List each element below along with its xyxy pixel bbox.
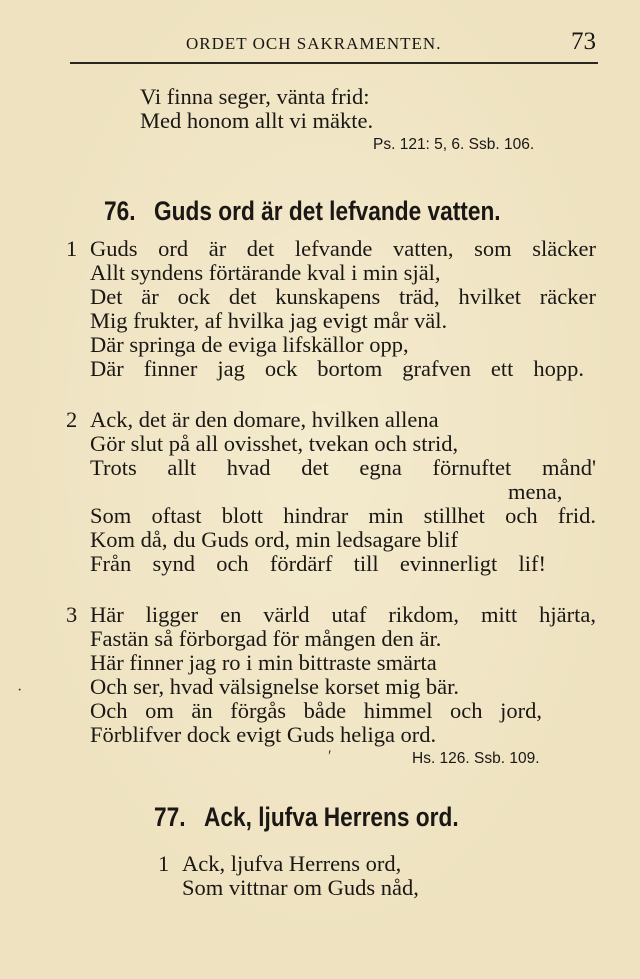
verse-line: Allt syndens förtärande kval i min själ, xyxy=(90,260,441,285)
verse-line: Det är ock det kunskapens träd, hvilket räcker xyxy=(90,284,596,309)
prev-hymn-reference: Ps. 121: 5, 6. Ssb. 106. xyxy=(373,136,535,153)
verse-line: Här ligger en värld utaf rikdom, mitt hjärta, xyxy=(90,602,596,627)
hymn-76-title xyxy=(104,196,501,227)
verse-line: Förblifver dock evigt Guds heliga ord. xyxy=(90,722,437,747)
prev-hymn-line: Vi finna seger, vänta frid: xyxy=(140,84,370,109)
header-rule xyxy=(70,62,598,64)
hymn-title-text: Guds ord är det lefvande vatten. xyxy=(154,196,501,226)
verse-line: Mig frukter, af hvilka jag evigt mår väl. xyxy=(90,308,448,333)
verse-line: Här finner jag ro i min bittraste smärta xyxy=(90,650,437,675)
verse-line: Ack, ljufva Herrens ord, xyxy=(182,851,402,876)
hymn-77-title xyxy=(154,802,459,833)
verse-line: mena, xyxy=(508,479,563,504)
verse-line: Ack, det är den domare, hvilken allena xyxy=(90,407,439,432)
hymn-number: 76. xyxy=(104,196,136,226)
verse-line: Som vittnar om Guds nåd, xyxy=(182,875,419,900)
verse-number: 1 xyxy=(158,851,170,876)
verse-line: Gör slut på all ovisshet, tvekan och strid, xyxy=(90,431,459,456)
verse-line: Guds ord är det lefvande vatten, som släcker xyxy=(90,236,596,261)
verse-number: 3 xyxy=(66,602,78,627)
verse-line: Fastän så förborgad för mången den är. xyxy=(90,626,442,651)
verse-line: Och om än förgås både himmel och jord, xyxy=(90,698,542,723)
running-title: ORDET OCH SAKRAMENTEN. xyxy=(186,34,442,53)
verse-line: Som oftast blott hindrar min stillhet och frid. xyxy=(90,503,596,528)
page-number: 73 xyxy=(571,28,596,55)
verse-line: Där springa de eviga lifskällor opp, xyxy=(90,332,409,357)
running-head xyxy=(70,28,600,58)
verse-number: 1 xyxy=(66,236,78,261)
print-speck: · xyxy=(17,682,23,699)
verse-line: Där finner jag ock bortom grafven ett hopp. xyxy=(90,356,584,381)
hymn-title-text: Ack, ljufva Herrens ord. xyxy=(204,802,459,832)
hymn-number: 77. xyxy=(154,802,186,832)
verse-line: Trots allt hvad det egna förnuftet månd' xyxy=(90,455,596,480)
verse-line: Kom då, du Guds ord, min ledsagare blif xyxy=(90,527,459,552)
print-speck: ′ xyxy=(328,748,332,765)
verse-line: Och ser, hvad välsignelse korset mig bär. xyxy=(90,674,460,699)
verse-number: 2 xyxy=(66,407,78,432)
hymn-76-reference: Hs. 126. Ssb. 109. xyxy=(412,750,540,767)
prev-hymn-line: Med honom allt vi mäkte. xyxy=(140,108,374,133)
verse-line: Från synd och fördärf till evinnerligt lif! xyxy=(90,551,546,576)
